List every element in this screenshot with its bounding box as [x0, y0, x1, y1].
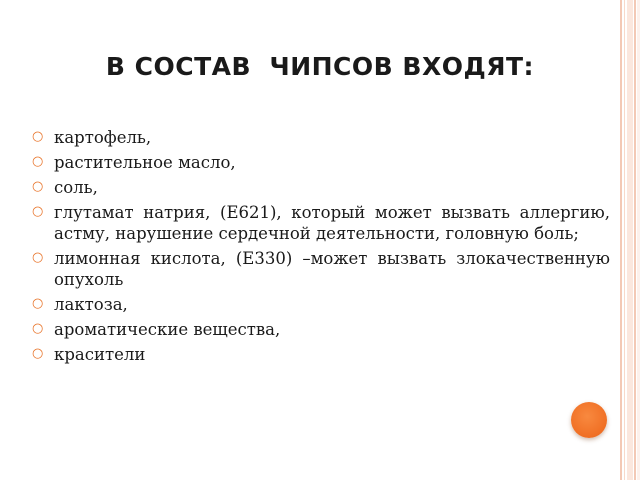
list-item	[32, 177, 610, 198]
bullet-icon: ○	[32, 154, 44, 169]
list-item-text: глутамат натрия, (Е621), который может вызвать аллергию, астму, нарушение сердечной деятельности, головную боль;	[54, 203, 610, 243]
list-item	[32, 127, 610, 148]
list-item	[32, 152, 610, 173]
list-item-text: лактоза,	[54, 295, 128, 314]
list-item-text: лимонная кислота, (Е330) –может вызвать злокачественную опухоль	[54, 249, 610, 289]
list-item	[32, 294, 610, 315]
orange-circle-decoration	[571, 402, 607, 438]
list-item-text: растительное масло,	[54, 153, 236, 172]
list-item-text: картофель,	[54, 128, 152, 147]
bullet-icon: ○	[32, 321, 44, 336]
bullet-icon: ○	[32, 204, 44, 219]
bullet-icon: ○	[32, 129, 44, 144]
slide-title: В СОСТАВ ЧИПСОВ ВХОДЯТ:	[105, 52, 535, 81]
bullet-icon: ○	[32, 179, 44, 194]
bullet-icon: ○	[32, 250, 44, 265]
list-item-text: соль,	[54, 178, 98, 197]
list-item	[32, 319, 610, 340]
bullet-icon: ○	[32, 296, 44, 311]
bullet-icon: ○	[32, 346, 44, 361]
list-item	[32, 248, 610, 290]
list-item-text: красители	[54, 345, 146, 364]
bullet-list	[32, 127, 610, 369]
list-item	[32, 202, 610, 244]
list-item-text: ароматические вещества,	[54, 320, 281, 339]
list-item	[32, 344, 610, 365]
